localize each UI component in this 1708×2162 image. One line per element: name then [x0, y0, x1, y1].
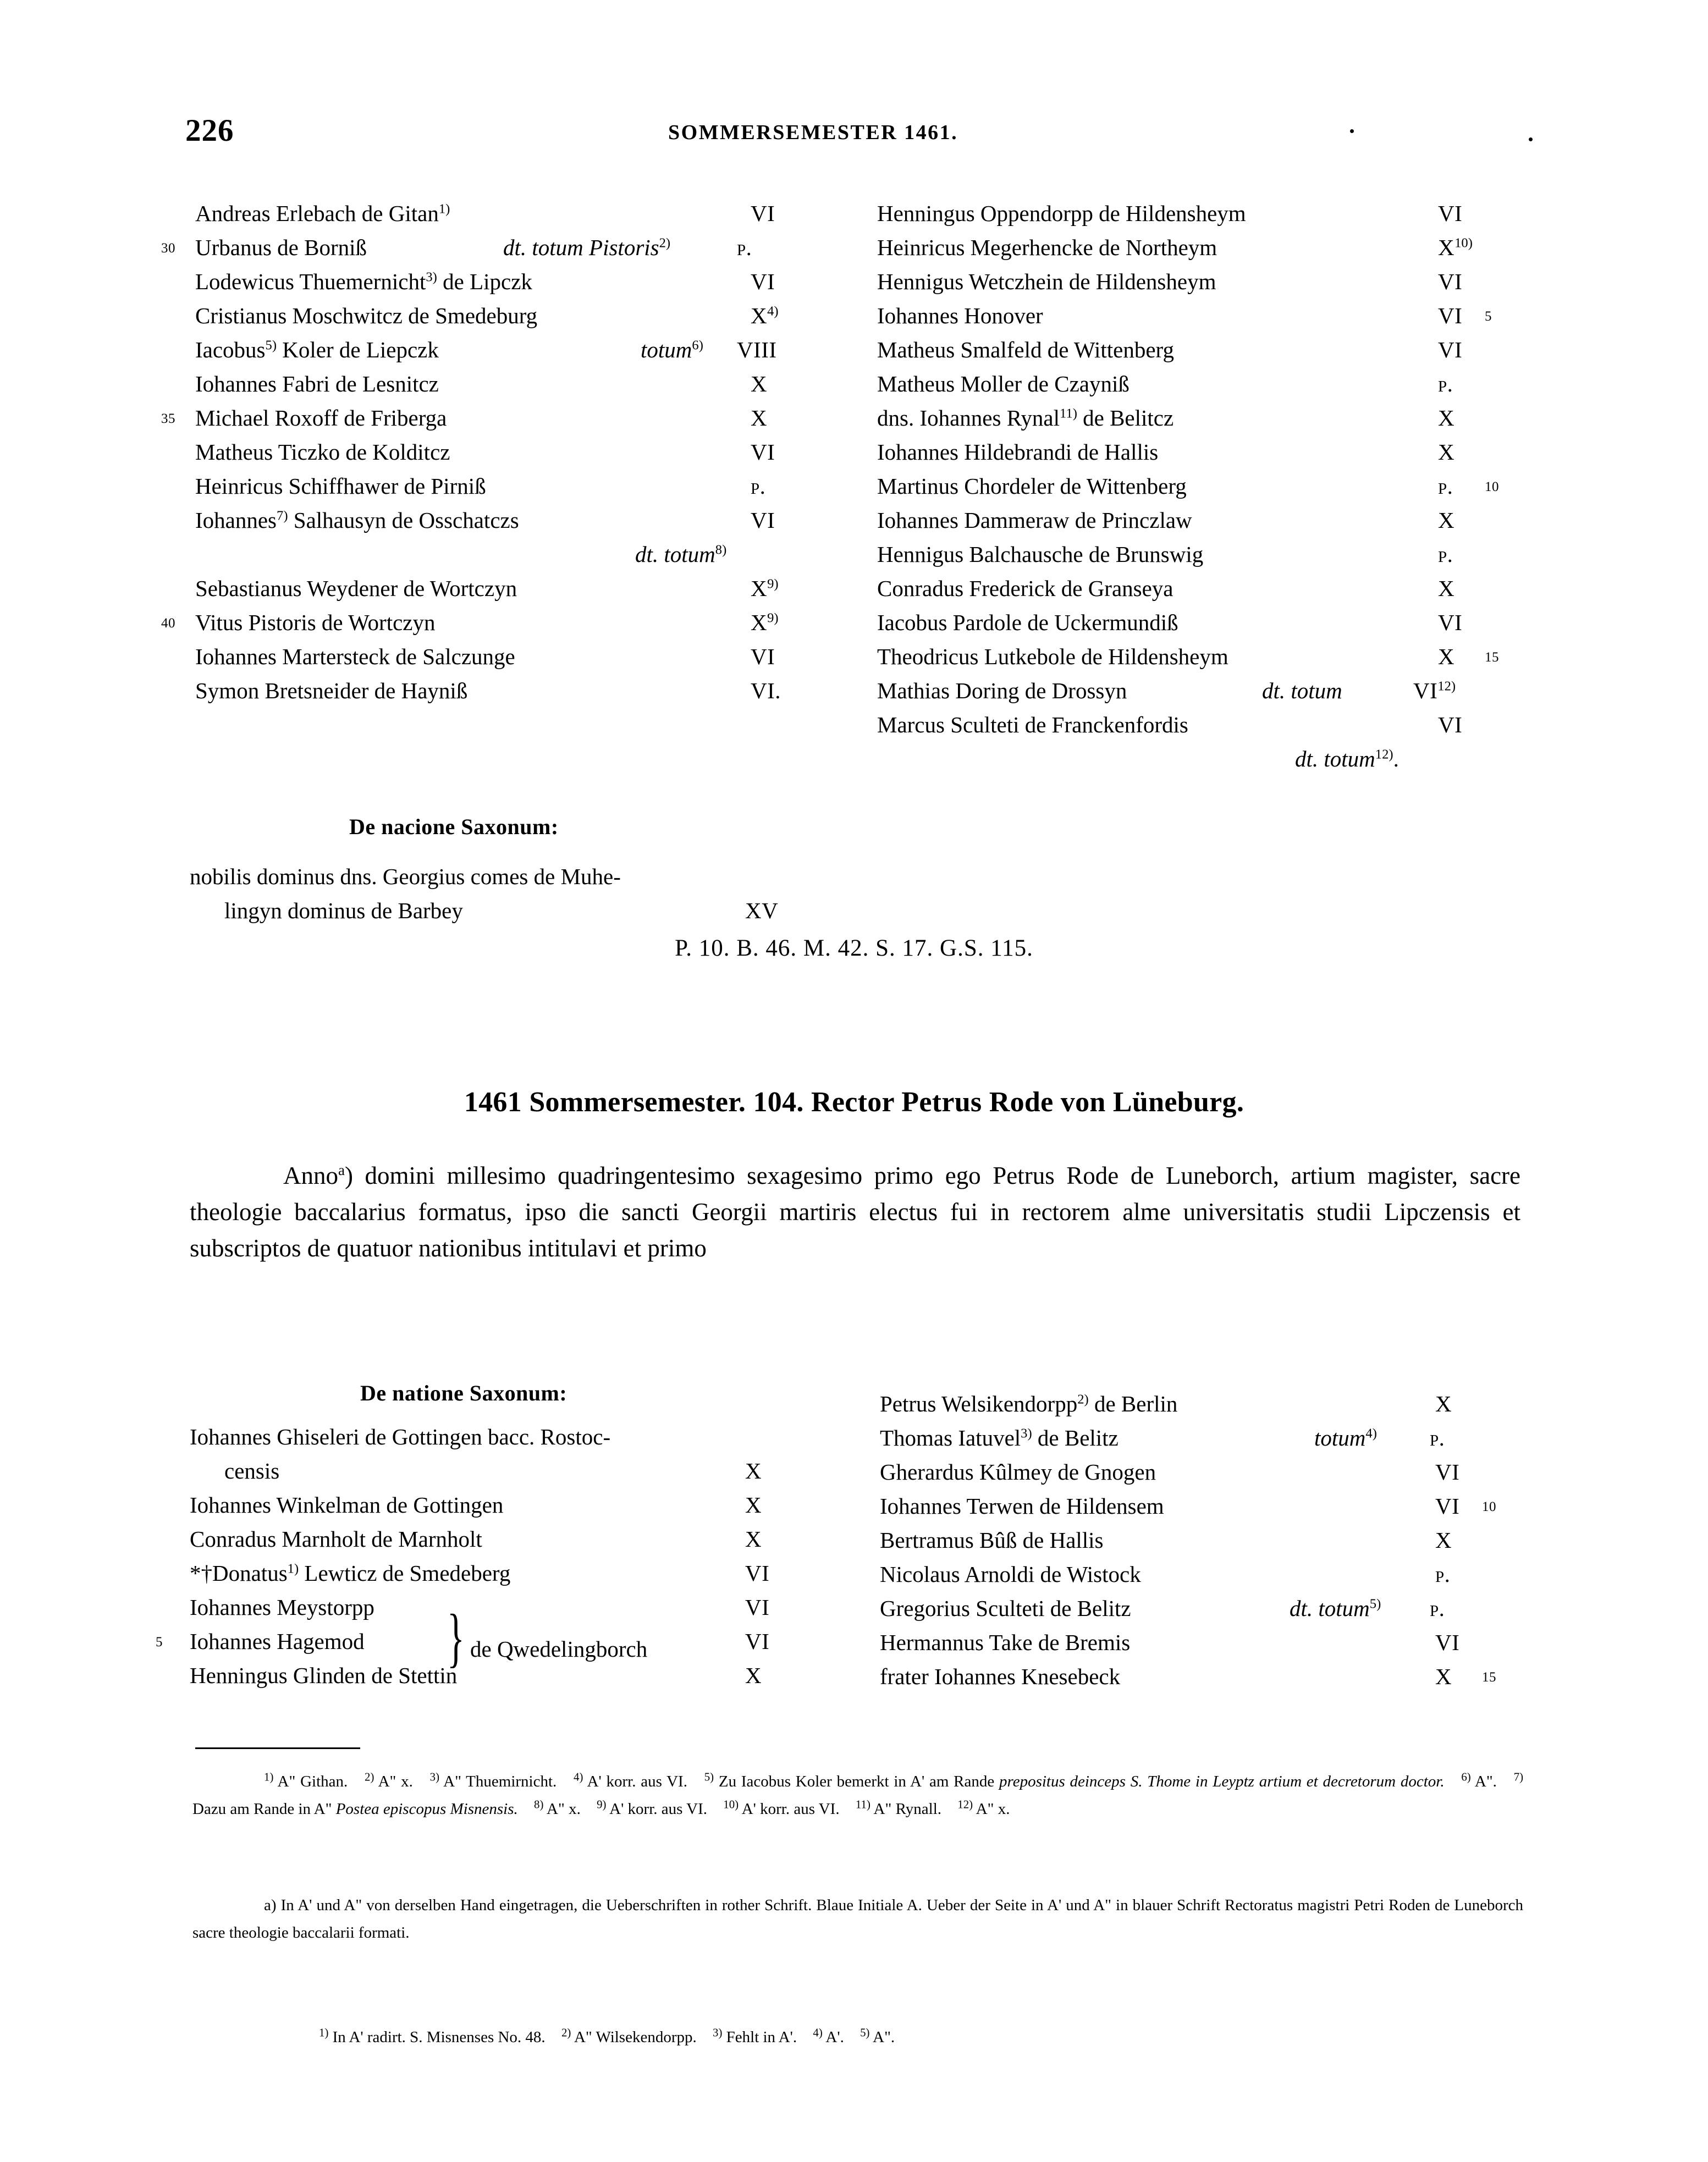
entry-name: Henningus Oppendorpp de Hildensheym — [877, 201, 1246, 226]
line-number: 15 — [1482, 1670, 1496, 1685]
footnote-marker: 4) — [813, 2026, 823, 2039]
entry-row — [877, 573, 1537, 607]
entry-name: Andreas Erlebach de Gitan — [195, 201, 439, 226]
footnote-item: $^{1)}$ In A' radirt. S. Misnenses No. 48. — [319, 2026, 546, 2046]
entry-value: p. — [1438, 542, 1453, 567]
entry-row — [880, 1593, 1540, 1627]
footnote-marker: 1) — [264, 1770, 274, 1784]
footnote-alpha-text: In A' und A" von derselben Hand eingetragen, die Ueberschriften in rother Schrift. Blaue Initiale A. Ueber der Seite in A' und A" in blauer Schrift Rectoratus magistri Petri Roden de Luneborch sacre theologie baccalarii formati. — [192, 1896, 1523, 1942]
footnote-item: $^{3)}$ Fehlt in A'. — [713, 2026, 797, 2046]
line-number: 35 — [161, 411, 175, 426]
footnote-item: $^{4)}$ A'. — [813, 2026, 844, 2046]
entry-value: p. — [1438, 371, 1453, 396]
entry-name: Thomas Iatuvel — [880, 1425, 1021, 1450]
entry-name: Lodewicus Thuemernicht — [195, 269, 426, 294]
footnote-item: $^{1)}$ A" Githan. — [264, 1770, 348, 1790]
entry-value: p. — [751, 473, 766, 499]
footnote-marker: 5) — [860, 2026, 870, 2039]
entry-row — [190, 1455, 850, 1490]
footnote-italic: prepositus deinceps S. Thome in Leyptz artium et decretorum doctor. — [999, 1773, 1445, 1790]
entry-note-sup: 12) — [1375, 747, 1393, 762]
entry-name: Michael Roxoff de Friberga — [195, 405, 447, 431]
entry-row — [880, 1525, 1540, 1559]
entry-name: Iacobus Pardole de Uckermundiß — [877, 610, 1178, 635]
entry-note: dt. totum — [1290, 1596, 1370, 1621]
entry-value: X — [1438, 405, 1455, 431]
entry-name-rest: Lewticz de Smedeberg — [304, 1560, 511, 1586]
entry-value: p. — [1435, 1562, 1451, 1587]
footnote-item: $^{11)}$ A" Rynall. — [855, 1797, 942, 1818]
running-title: SOMMERSEMESTER 1461. — [668, 121, 958, 144]
entry-name-sup: 1) — [438, 201, 450, 217]
entry-value: X — [1435, 1527, 1452, 1553]
entry-row — [877, 232, 1537, 266]
entry-value: VI — [1438, 610, 1463, 635]
entry-name-sup: 2) — [1077, 1392, 1089, 1407]
entry-name: Marcus Sculteti de Franckenfordis — [877, 712, 1188, 737]
entry-name: Nicolaus Arnoldi de Wistock — [880, 1562, 1141, 1587]
footnote-marker: 9) — [597, 1797, 607, 1811]
entry-note-sup: 2) — [659, 235, 671, 251]
entry-row — [880, 1661, 1540, 1695]
entry-row — [877, 675, 1537, 709]
entry-note: dt. totum — [1295, 746, 1375, 771]
entry-row — [880, 1627, 1540, 1661]
section1-left-column — [161, 198, 844, 709]
entry-row — [190, 1421, 850, 1455]
footnote-item: $^{9)}$ A' korr. aus VI. — [597, 1797, 707, 1818]
entry-name: dns. Iohannes Rynal — [877, 405, 1060, 431]
entry-row — [161, 607, 844, 641]
entry-name: Heinricus Schiffhawer de Pirniß — [195, 473, 486, 499]
entry-value: X — [1438, 508, 1455, 533]
entry-row — [877, 743, 1537, 777]
entry-row — [195, 505, 844, 539]
entry-name: *†Donatus — [190, 1560, 288, 1586]
line-number: 10 — [1485, 479, 1499, 494]
entry-value: X — [745, 1458, 762, 1483]
entry-note: dt. totum Pistoris — [503, 235, 659, 260]
entry-name: Iacobus — [195, 337, 266, 362]
entry-note-tail: . — [1393, 746, 1399, 771]
entry-note: totum — [1314, 1425, 1366, 1450]
entry-value: VI — [751, 439, 775, 465]
brace-group-label: de Qwedelingborch — [470, 1636, 648, 1662]
entry-name: Iohannes Dammeraw de Princzlaw — [877, 508, 1192, 533]
entry-value: VI — [1413, 678, 1438, 703]
entry-value: VI — [1435, 1459, 1460, 1485]
entry-value: X — [745, 1526, 762, 1552]
entry-name: Hennigus Wetczhein de Hildensheym — [877, 269, 1216, 294]
entry-name-sup: 11) — [1060, 406, 1077, 421]
entry-name: Mathias Doring de Drossyn — [877, 678, 1127, 703]
entry-name: Urbanus de Borniß — [195, 235, 367, 260]
entry-note-sup: 5) — [1369, 1596, 1381, 1612]
entry-name: Hennigus Balchausche de Brunswig — [877, 542, 1204, 567]
footnote-marker: 6) — [1461, 1770, 1471, 1784]
entry-value: p. — [1438, 473, 1453, 499]
entry-value: VI — [751, 201, 775, 226]
entry-name: Iohannes Winkelman de Gottingen — [190, 1492, 504, 1518]
entry-value: X — [745, 1492, 762, 1518]
entry-row — [195, 573, 844, 607]
entry-name: Matheus Smalfeld de Wittenberg — [877, 337, 1174, 362]
entry-row — [195, 198, 844, 232]
entry-value: X — [751, 405, 768, 431]
entry-value: VI — [751, 269, 775, 294]
entry-row — [877, 471, 1537, 505]
line-number: 40 — [161, 616, 175, 631]
entry-row — [880, 1422, 1540, 1457]
entry-value: X — [1435, 1664, 1452, 1689]
entry-name-rest: Salhausyn de Osschatczs — [293, 508, 519, 533]
footnote-marker-alpha: a) — [264, 1896, 277, 1914]
footnote-item: $^{8)}$ A" x. — [534, 1797, 581, 1818]
entry-row — [877, 266, 1537, 300]
entry-value: X — [751, 371, 768, 396]
nobleman-line2: lingyn dominus de Barbey — [224, 898, 463, 923]
footnote-marker: 1) — [319, 2026, 329, 2039]
entry-name: Bertramus Bûß de Hallis — [880, 1527, 1104, 1553]
entry-row — [877, 300, 1537, 334]
entry-value: X — [751, 610, 768, 635]
entry-value-sup: 9) — [767, 576, 779, 592]
entry-row — [161, 232, 844, 266]
entry-name: Iohannes Hagemod — [190, 1629, 365, 1654]
entry-name: Theodricus Lutkebole de Hildensheym — [877, 644, 1228, 669]
entry-note: totum — [641, 337, 692, 362]
entry-name: Cristianus Moschwitcz de Smedeburg — [195, 303, 538, 328]
entry-name: Henningus Glinden de Stettin — [190, 1663, 458, 1688]
entry-value: VI — [1438, 337, 1463, 362]
entry-name: Iohannes Ghiseleri de Gottingen bacc. Rostoc- — [190, 1424, 611, 1449]
footnote-marker: 10) — [723, 1797, 739, 1811]
entry-row — [195, 675, 844, 709]
entry-name-sup: 7) — [277, 508, 288, 523]
entry-row — [877, 505, 1537, 539]
entry-name: Vitus Pistoris de Wortczyn — [195, 610, 436, 635]
entry-row — [877, 402, 1537, 437]
entry-name: censis — [224, 1458, 280, 1483]
entry-name: Matheus Ticzko de Kolditcz — [195, 439, 450, 465]
entry-row — [190, 1660, 850, 1694]
footnote-marker: 11) — [855, 1797, 870, 1811]
nobleman-line1: nobilis dominus dns. Georgius comes de Muhe- — [190, 864, 621, 889]
entry-name: Gregorius Sculteti de Belitz — [880, 1596, 1131, 1621]
entry-name: Sebastianus Weydener de Wortczyn — [195, 576, 517, 601]
entry-row — [195, 266, 844, 300]
entry-value: X — [1438, 235, 1455, 260]
entry-name: Heinricus Megerhencke de Northeym — [877, 235, 1217, 260]
entry-name-rest: de Lipczk — [443, 269, 532, 294]
entry-row — [880, 1559, 1540, 1593]
entry-row — [195, 334, 844, 368]
entry-row — [195, 437, 844, 471]
entry-row — [877, 334, 1537, 368]
entry-note: dt. totum — [1262, 678, 1342, 703]
entry-value: X — [745, 1663, 762, 1688]
section1-right-column — [877, 198, 1537, 777]
entry-name-rest: de Berlin — [1094, 1391, 1178, 1416]
entry-value: VI — [745, 1595, 770, 1620]
entry-name: Symon Bretsneider de Hayniß — [195, 678, 468, 703]
entry-row — [880, 1457, 1540, 1491]
entry-row — [877, 198, 1537, 232]
entry-value: X — [1435, 1391, 1452, 1416]
entry-value-sup: 4) — [767, 304, 779, 319]
entry-row — [877, 641, 1537, 675]
entry-row — [880, 1388, 1540, 1422]
entry-value-sup: 12) — [1437, 679, 1456, 694]
entry-value: p. — [1430, 1425, 1445, 1450]
entry-name: Matheus Moller de Czayniß — [877, 371, 1130, 396]
entry-name: Hermannus Take de Bremis — [880, 1630, 1131, 1655]
line-number: 15 — [1485, 650, 1499, 665]
footnote-rule — [195, 1747, 360, 1749]
entry-row — [195, 368, 844, 402]
entry-name-sup: 3) — [1021, 1426, 1032, 1441]
footnote-italic: Postea episcopus Misnensis. — [335, 1800, 518, 1818]
entry-value: VIII — [737, 337, 777, 362]
entry-value: X — [1438, 644, 1455, 669]
nobleman-value: XV — [745, 898, 779, 923]
entry-value: X — [1438, 576, 1455, 601]
entry-row — [190, 1592, 850, 1626]
entry-value: X — [1438, 439, 1455, 465]
entry-value-sup: 9) — [767, 610, 779, 626]
footnote-item: $^{2)}$ A" x. — [365, 1770, 413, 1790]
entry-value: VI — [1438, 712, 1463, 737]
entry-value: VI — [751, 508, 775, 533]
entry-row — [877, 539, 1537, 573]
entry-name: Gherardus Kûlmey de Gnogen — [880, 1459, 1156, 1485]
entry-value: VI — [1438, 269, 1463, 294]
entry-value: VI — [745, 1560, 770, 1586]
entry-row — [877, 368, 1537, 402]
paragraph-prefix: Anno — [283, 1162, 338, 1189]
entry-value: VI — [745, 1629, 770, 1654]
entry-name: Iohannes Martersteck de Salczunge — [195, 644, 515, 669]
entry-name: Martinus Chordeler de Wittenberg — [877, 473, 1187, 499]
footnote-item: $^{3)}$ A" Thuemirnicht. — [429, 1770, 557, 1790]
entry-name-rest: de Belitcz — [1083, 405, 1174, 431]
entry-row — [877, 607, 1537, 641]
entry-name: Iohannes Fabri de Lesnitcz — [195, 371, 439, 396]
entry-name: frater Iohannes Knesebeck — [880, 1664, 1121, 1689]
entry-row — [195, 300, 844, 334]
entry-name: Iohannes — [195, 508, 277, 533]
footnote-marker: 5) — [704, 1770, 714, 1784]
entry-name: Conradus Frederick de Granseya — [877, 576, 1173, 601]
footnote-marker: 2) — [561, 2026, 571, 2039]
section2-right-column — [880, 1388, 1540, 1695]
entry-row — [877, 709, 1537, 743]
entry-row — [190, 1558, 850, 1592]
entry-name: Conradus Marnholt de Marnholt — [190, 1526, 482, 1552]
entry-value: VI. — [751, 678, 781, 703]
section2-paragraph — [190, 1157, 1520, 1266]
footnote-marker: 3) — [713, 2026, 723, 2039]
paragraph-prefix-sup: a — [338, 1162, 345, 1178]
group-brace: } — [447, 1601, 465, 1674]
entry-name-rest: de Belitz — [1037, 1425, 1119, 1450]
line-number: 5 — [1485, 309, 1492, 324]
entry-name-sup: 3) — [426, 269, 437, 285]
section1-summary: P. 10. B. 46. M. 42. S. 17. G.S. 115. — [675, 935, 1033, 961]
entry-value: VI — [1435, 1630, 1460, 1655]
footnote-marker: 8) — [534, 1797, 544, 1811]
entry-value: p. — [737, 235, 752, 260]
footnote-marker: 7) — [1513, 1770, 1524, 1784]
footnote-item: $^{12)}$ A" x. — [957, 1797, 1010, 1818]
footnote-marker: 12) — [957, 1797, 973, 1811]
footnote-item: $^{2)}$ A" Wilsekendorpp. — [561, 2026, 697, 2046]
entry-name-rest: Koler de Liepczk — [282, 337, 439, 362]
footnote-item: $^{10)}$ A' korr. aus VI. — [723, 1797, 840, 1818]
entry-value-sup: 10) — [1454, 235, 1473, 251]
entry-row — [195, 471, 844, 505]
nobleman-entry — [190, 863, 877, 931]
page-header — [0, 113, 1708, 151]
entry-row — [880, 1491, 1540, 1525]
entry-name-sup: 1) — [287, 1561, 299, 1576]
margin-dot-left — [1350, 129, 1354, 133]
entry-value: VI — [1438, 303, 1463, 328]
line-number: 10 — [1482, 1499, 1496, 1514]
footnote-item: $^{6)}$ A". — [1461, 1770, 1497, 1790]
footnote-item: $^{4)}$ A' korr. aus VI. — [574, 1770, 687, 1790]
footnote-item: $^{5)}$ Zu Iacobus Koler bemerkt in A' am Rande prepositus deinceps S. Thome in Leyptz artium et decretorum doctor. — [704, 1770, 1445, 1790]
entry-value: X — [751, 303, 768, 328]
entry-note: dt. totum — [635, 542, 715, 567]
entry-note-sup: 4) — [1365, 1426, 1377, 1441]
entry-value: X — [751, 576, 768, 601]
footnote-item: $^{7)}$ Dazu am Rande in A" Postea episcopus Misnensis. — [192, 1770, 1524, 1818]
entry-row — [195, 641, 844, 675]
entry-name: Iohannes Meystorpp — [190, 1595, 374, 1620]
entry-row — [195, 539, 844, 573]
entry-note-sup: 6) — [692, 338, 703, 353]
entry-name-sup: 5) — [265, 338, 277, 353]
entry-name: Iohannes Terwen de Hildensem — [880, 1493, 1164, 1519]
section1-nation-heading: De nacione Saxonum: — [349, 814, 559, 839]
entry-name: Iohannes Honover — [877, 303, 1043, 328]
footnote-block-numeric-1 — [192, 1768, 1523, 1823]
footnote-block-alpha — [192, 1891, 1523, 1946]
entry-row — [190, 1490, 850, 1524]
margin-dot-right — [1529, 137, 1533, 141]
footnote-block-numeric-2 — [192, 2023, 1523, 2051]
entry-name: Iohannes Hildebrandi de Hallis — [877, 439, 1159, 465]
entry-row — [190, 1524, 850, 1558]
footnote-marker: 4) — [574, 1770, 583, 1784]
entry-value: VI — [1438, 201, 1463, 226]
section2-heading: 1461 Sommersemester. 104. Rector Petrus Rode von Lüneburg. — [464, 1086, 1244, 1118]
line-number: 30 — [161, 241, 175, 256]
entry-value: p. — [1430, 1596, 1445, 1621]
entry-value: VI — [751, 644, 775, 669]
entry-value: VI — [1435, 1493, 1460, 1519]
paragraph-body: ) domini millesimo quadringentesimo sexagesimo primo ego Petrus Rode de Luneborch, artium magister, sacre theologie baccalarius formatus, ipso die sancti Georgii martiris electus fui in rectorem alme universitatis studii Lipczensis et subscriptos de quatuor nationibus intitulavi et primo — [190, 1162, 1520, 1262]
section2-nation-heading: De natione Saxonum: — [360, 1381, 568, 1405]
footnote-marker: 2) — [365, 1770, 374, 1784]
entry-note-sup: 8) — [715, 542, 727, 558]
page-number: 226 — [185, 113, 234, 148]
entry-row — [877, 437, 1537, 471]
entry-name: Petrus Welsikendorpp — [880, 1391, 1078, 1416]
line-number: 5 — [156, 1635, 163, 1650]
footnote-marker: 3) — [429, 1770, 440, 1784]
footnote-item: $^{5)}$ A". — [860, 2026, 895, 2046]
entry-row — [161, 402, 844, 437]
